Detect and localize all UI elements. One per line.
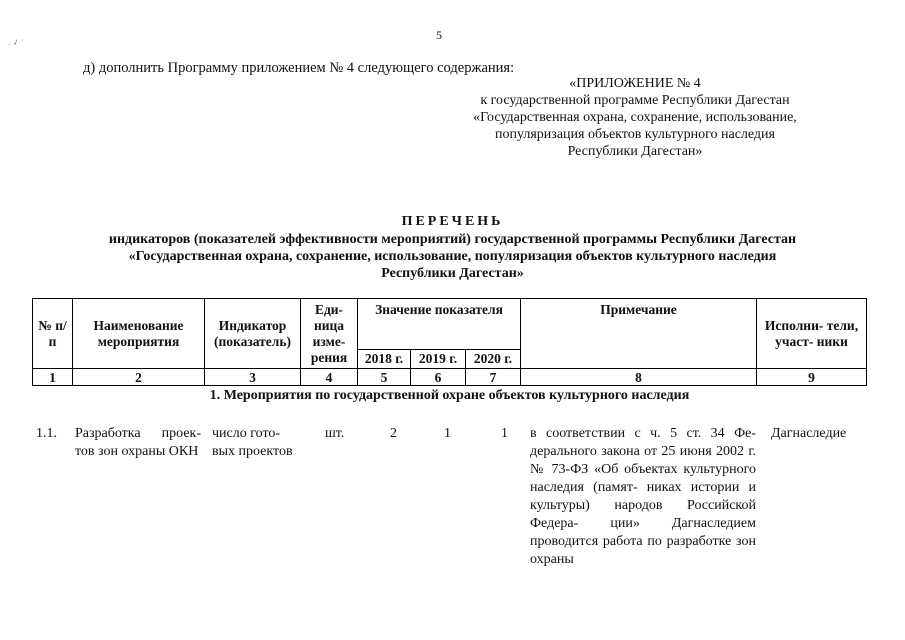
column-numbers-row: [33, 369, 867, 386]
margin-scribble: · ✓ ·: [6, 35, 26, 50]
appendix-line-5: Республики Дагестан»: [567, 144, 703, 159]
row-indicator: число гото- вых проектов: [212, 426, 293, 459]
row-executors: Дагнаследие: [771, 426, 847, 441]
column-number: 3: [205, 369, 301, 386]
row-value-2020: 1: [501, 426, 508, 441]
row-number: 1.1.: [36, 426, 57, 441]
document-title: [25, 213, 880, 282]
column-number: 9: [757, 369, 867, 386]
page-number: 5: [436, 28, 442, 42]
header-year-2019: 2019 г.: [411, 350, 466, 369]
appendix-line-1: «ПРИЛОЖЕНИЕ № 4: [569, 76, 701, 91]
header-indicator: Индикатор (показатель): [205, 299, 301, 369]
row-note: в соответствии с ч. 5 ст. 34 Фе- дерального закона от 25 июня 2002 г. № 73-ФЗ «Об объектах культурного наследия (памят- никах истории и культуры) народов Российской Федера- ции» Дагнаследием проводится работа по разработке зон охраны: [530, 426, 756, 567]
appendix-line-2: к государственной программе Республики Дагестан: [480, 93, 790, 108]
column-number: 8: [521, 369, 757, 386]
appendix-line-3: «Государственная охрана, сохранение, использование,: [473, 110, 797, 125]
indicators-table: [32, 298, 867, 406]
header-value: Значение показателя: [358, 299, 521, 350]
column-number: 5: [358, 369, 411, 386]
header-unit: Еди- ница изме- рения: [301, 299, 358, 369]
column-number: 7: [466, 369, 521, 386]
row-unit: шт.: [325, 426, 345, 441]
header-year-2020: 2020 г.: [466, 350, 521, 369]
appendix-header: [445, 75, 825, 160]
row-name: Разработка проек- тов зон охраны ОКН: [75, 426, 201, 459]
section-title: 1. Мероприятия по государственной охране объектов культурного наследия: [209, 388, 690, 403]
title-line-3: Республики Дагестан»: [381, 266, 524, 281]
column-number: 2: [73, 369, 205, 386]
header-num: № п/п: [33, 299, 73, 369]
title-line-2: «Государственная охрана, сохранение, использование, популяризация объектов культурного наследия: [128, 249, 777, 264]
row-value-2019: 1: [444, 426, 451, 441]
column-number: 6: [411, 369, 466, 386]
title-main: ПЕРЕЧЕНЬ: [401, 214, 504, 229]
row-value-2018: 2: [390, 426, 397, 441]
header-name: Наименование мероприятия: [73, 299, 205, 369]
appendix-line-4: популяризация объектов культурного наследия: [495, 127, 775, 142]
header-note: Примечание: [521, 299, 757, 369]
intro-text: д) дополнить Программу приложением № 4 следующего содержания:: [83, 60, 515, 76]
header-executors: Исполни- тели, участ- ники: [757, 299, 867, 369]
title-line-1: индикаторов (показателей эффективности мероприятий) государственной программы Республики Дагестан: [108, 232, 797, 247]
header-year-2018: 2018 г.: [358, 350, 411, 369]
column-number: 4: [301, 369, 358, 386]
column-number: 1: [33, 369, 73, 386]
